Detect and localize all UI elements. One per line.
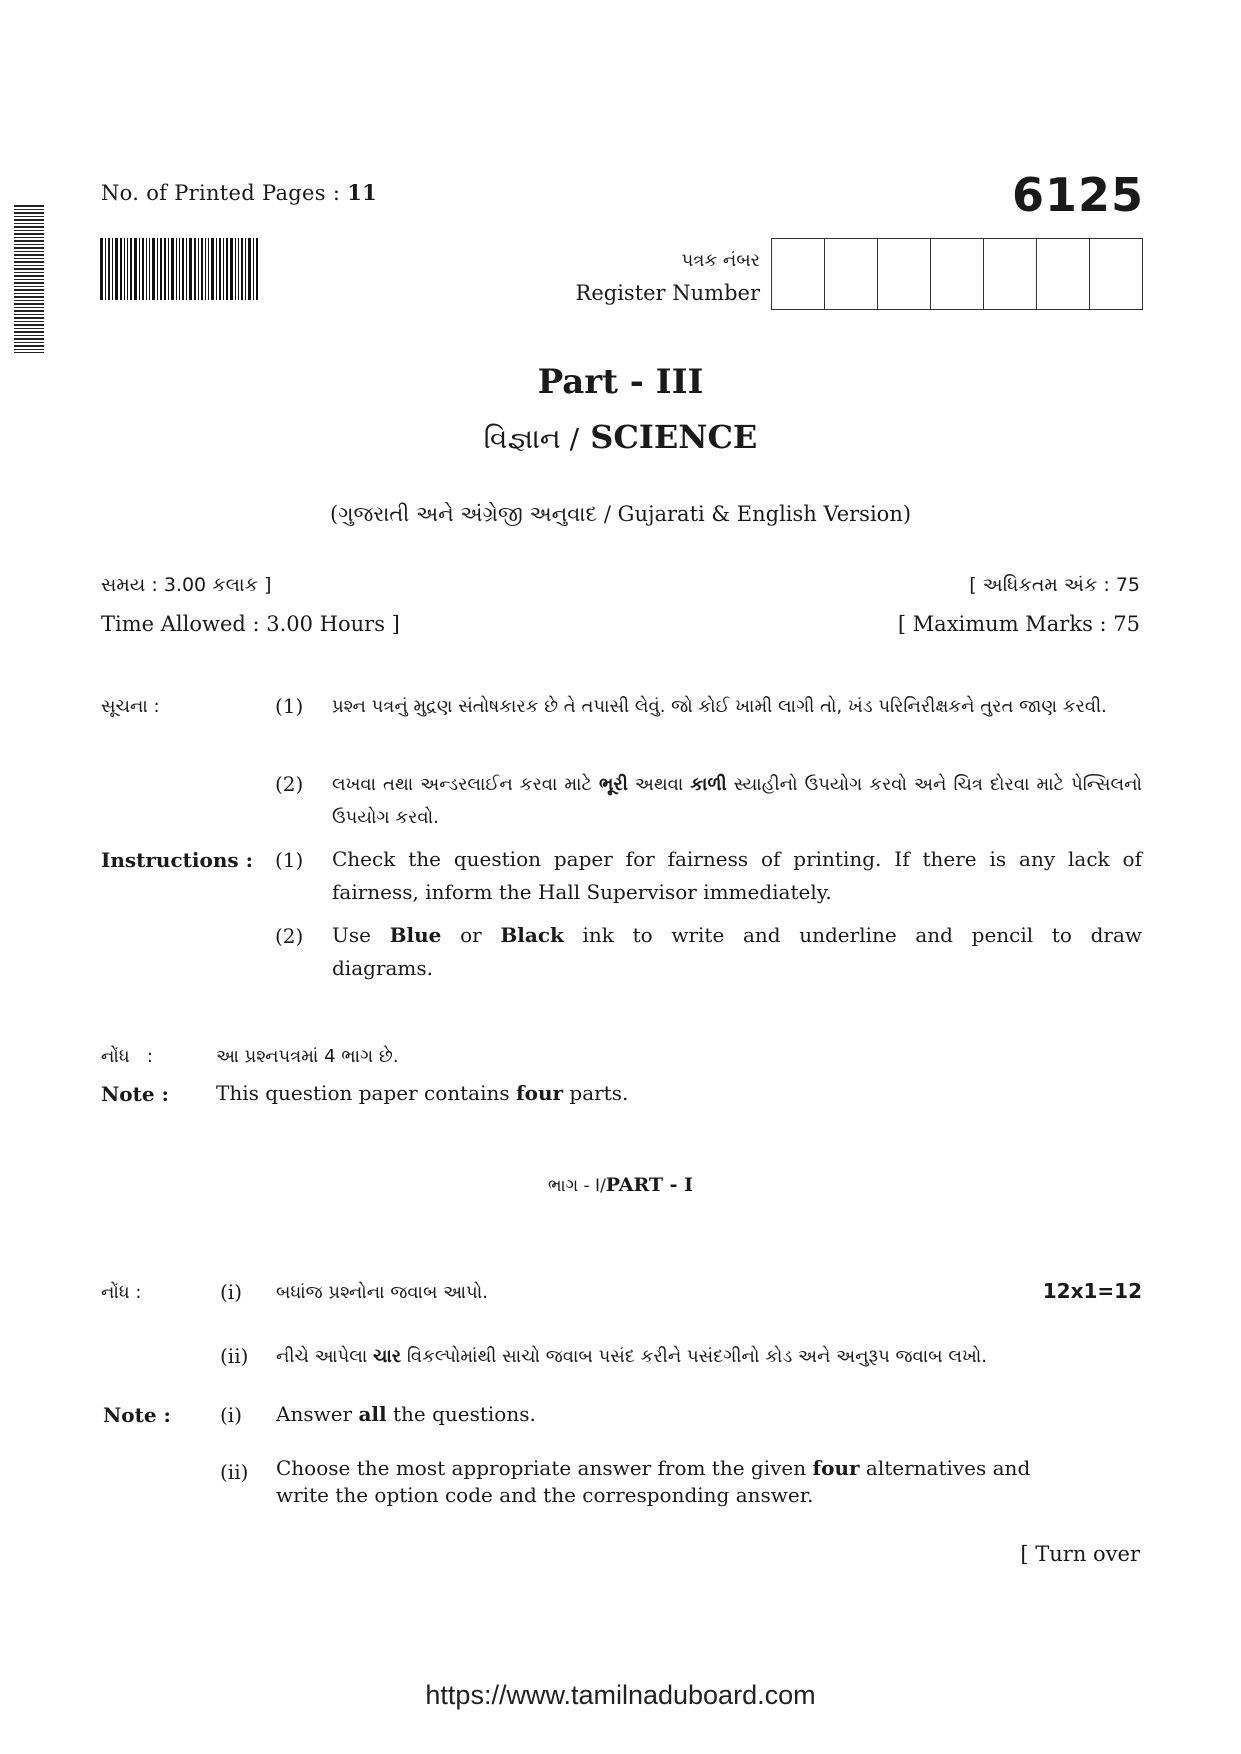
register-label-eng: Register Number: [575, 281, 760, 305]
barcode-bar: [105, 238, 106, 300]
barcode-bar: [238, 238, 239, 300]
barcode-bar: [152, 238, 155, 300]
barcode-bar: [186, 238, 187, 300]
barcode-bar: [124, 238, 125, 300]
instruction-number: (2): [275, 924, 304, 948]
barcode-bar: [127, 238, 128, 300]
text: Choose the most appropriate answer from the given: [276, 1456, 813, 1480]
bold-text: Blue: [389, 923, 442, 947]
part-one-guj-1: બધાંજ પ્રશ્નોના જવાબ આપો.: [276, 1282, 488, 1303]
text: વિકલ્પોમાંથી સાચો જવાબ પસંદ કરીને પસંદગીનો કોડ અને અનુરૂપ જવાબ લખો.: [401, 1346, 987, 1367]
instruction-eng-2: [332, 919, 1142, 985]
barcode: [100, 238, 300, 300]
barcode-bar: [189, 238, 192, 300]
instruction-eng-1: Check the question paper for fairness of printing. If there is any lack of fairness, inform the Hall Supervisor immediately.: [332, 847, 1142, 904]
barcode-bar: [230, 238, 233, 300]
max-marks-guj: [ અધિકતમ અંક : 75: [969, 574, 1140, 596]
bold-text: four: [516, 1081, 564, 1105]
text: ink to write and underline and pencil to draw diagrams.: [332, 923, 1142, 980]
barcode-bar: [216, 238, 217, 300]
instructions-guj-label: સૂચના :: [101, 696, 160, 717]
barcode-bar: [256, 238, 258, 300]
barcode-bar: [168, 238, 169, 300]
text: alternatives and write the option code and the corresponding answer.: [276, 1456, 1031, 1507]
part-one-marks: 12x1=12: [1042, 1279, 1142, 1303]
bold-text: કાળી: [690, 774, 727, 795]
text: This question paper contains: [216, 1081, 516, 1105]
barcode-bar: [223, 238, 224, 300]
barcode-bar: [179, 238, 180, 300]
max-marks-eng: [ Maximum Marks : 75: [897, 612, 1140, 636]
part-one-guj-label: નોંધ :: [101, 1282, 142, 1303]
part-one-guj-2: [276, 1340, 1142, 1373]
barcode-bar: [149, 238, 150, 300]
time-allowed-guj: સમય : 3.00 કલાક ]: [101, 574, 272, 596]
item-number: (ii): [220, 1344, 249, 1368]
register-digit-box[interactable]: [984, 239, 1037, 309]
version-line: (ગુજરાતી અને અંગ્રેજી અનુવાદ / Gujarati & English Version): [329, 502, 912, 526]
register-number-boxes[interactable]: [771, 238, 1143, 310]
barcode-bar: [112, 238, 113, 300]
item-number: (ii): [220, 1460, 249, 1484]
barcode-bar: [194, 238, 196, 300]
paper-code: 6125: [1012, 168, 1145, 222]
barcode-bar: [100, 238, 103, 300]
note-eng-text: [216, 1077, 628, 1110]
barcode-bar: [108, 238, 110, 300]
register-digit-box[interactable]: [1090, 239, 1142, 309]
register-digit-box[interactable]: [772, 239, 825, 309]
instruction-guj-1: પ્રશ્ન પત્રનું મુદ્રણ સંતોષકારક છે તે તપાસી લેવું. જો કોઈ ખામી લાગી તો, ખંડ પરિનિરીક્ષકને તુરત જાણ કરવી.: [332, 696, 1107, 717]
subject-title: [0, 418, 1241, 456]
bold-text: Black: [500, 923, 564, 947]
bold-text: ભૂરી: [599, 774, 628, 795]
barcode-bar: [146, 238, 147, 300]
footer-url[interactable]: https://www.tamilnaduboard.com: [425, 1680, 816, 1710]
register-digit-box[interactable]: [878, 239, 931, 309]
text: the questions.: [386, 1402, 536, 1426]
register-digit-box[interactable]: [825, 239, 878, 309]
barcode-bar: [198, 238, 199, 300]
barcode-bar: [182, 238, 184, 300]
printed-pages-label: No. of Printed Pages :: [101, 181, 341, 205]
subject-guj: વિજ્ઞાન /: [483, 422, 580, 455]
part-one-heading-eng: PART - I: [605, 1174, 694, 1196]
barcode-bar: [130, 238, 132, 300]
instructions-eng-label: Instructions :: [101, 848, 253, 872]
note-guj-label: નોંધ :: [101, 1046, 153, 1067]
turn-over: [ Turn over: [1020, 1542, 1140, 1566]
note-guj-text: આ પ્રશ્નપત્રમાં 4 ભાગ છે.: [216, 1046, 399, 1067]
note-eng-label: Note :: [101, 1082, 169, 1106]
barcode-bar: [235, 238, 236, 300]
text: લખવા તથા અન્ડરલાઈન કરવા માટે: [332, 774, 600, 795]
barcode-bar: [219, 238, 221, 300]
printed-pages: [101, 180, 377, 205]
barcode-bar: [226, 238, 228, 300]
barcode-bar: [208, 238, 209, 300]
subject-eng: SCIENCE: [590, 418, 758, 456]
part-one-eng-1: [276, 1398, 536, 1431]
bold-text: all: [358, 1402, 387, 1426]
part-one-heading: [0, 1174, 1241, 1196]
barcode-bar: [245, 238, 246, 300]
time-allowed-eng: Time Allowed : 3.00 Hours ]: [101, 612, 400, 636]
barcode-bar: [139, 238, 140, 300]
text: Use: [332, 923, 390, 947]
text: or: [441, 923, 501, 947]
side-barcode: [14, 205, 44, 353]
part-title: Part - III: [537, 362, 704, 402]
barcode-bar: [201, 238, 203, 300]
register-label-guj: પત્રક નંબર: [681, 250, 760, 271]
instruction-number: (1): [275, 848, 304, 872]
barcode-bar: [134, 238, 137, 300]
register-digit-box[interactable]: [931, 239, 984, 309]
text: સ્યાહીનો ઉપયોગ કરવો અને ચિત્ર દોરવા માટે પેન્સિલનો ઉપયોગ કરવો.: [332, 774, 1142, 828]
instruction-number: (2): [275, 772, 304, 796]
bold-text: four: [812, 1456, 860, 1480]
instruction-guj-2: [332, 768, 1142, 834]
part-one-eng-label: Note :: [103, 1403, 171, 1427]
barcode-bar: [248, 238, 251, 300]
barcode-bar: [253, 238, 254, 300]
register-digit-box[interactable]: [1037, 239, 1090, 309]
item-number: (i): [220, 1280, 243, 1304]
barcode-bar: [211, 238, 214, 300]
item-number: (i): [220, 1403, 243, 1427]
text: parts.: [563, 1081, 629, 1105]
barcode-bar: [160, 238, 162, 300]
barcode-bar: [176, 238, 177, 300]
register-number-label: [520, 244, 760, 310]
printed-pages-value: 11: [347, 180, 378, 205]
part-one-eng-2: [276, 1455, 1088, 1509]
barcode-bar: [241, 238, 243, 300]
instruction-number: (1): [275, 694, 304, 718]
barcode-bar: [115, 238, 118, 300]
barcode-bar: [157, 238, 158, 300]
text: નીચે આપેલા: [276, 1346, 373, 1367]
barcode-bar: [164, 238, 166, 300]
barcode-bar: [142, 238, 144, 300]
text: અથવા: [627, 774, 691, 795]
barcode-bar: [120, 238, 122, 300]
text: Answer: [276, 1402, 359, 1426]
part-one-heading-guj: ભાગ - I/: [547, 1176, 606, 1196]
barcode-bar: [205, 238, 206, 300]
barcode-bar: [171, 238, 174, 300]
bold-text: ચાર: [373, 1346, 402, 1367]
